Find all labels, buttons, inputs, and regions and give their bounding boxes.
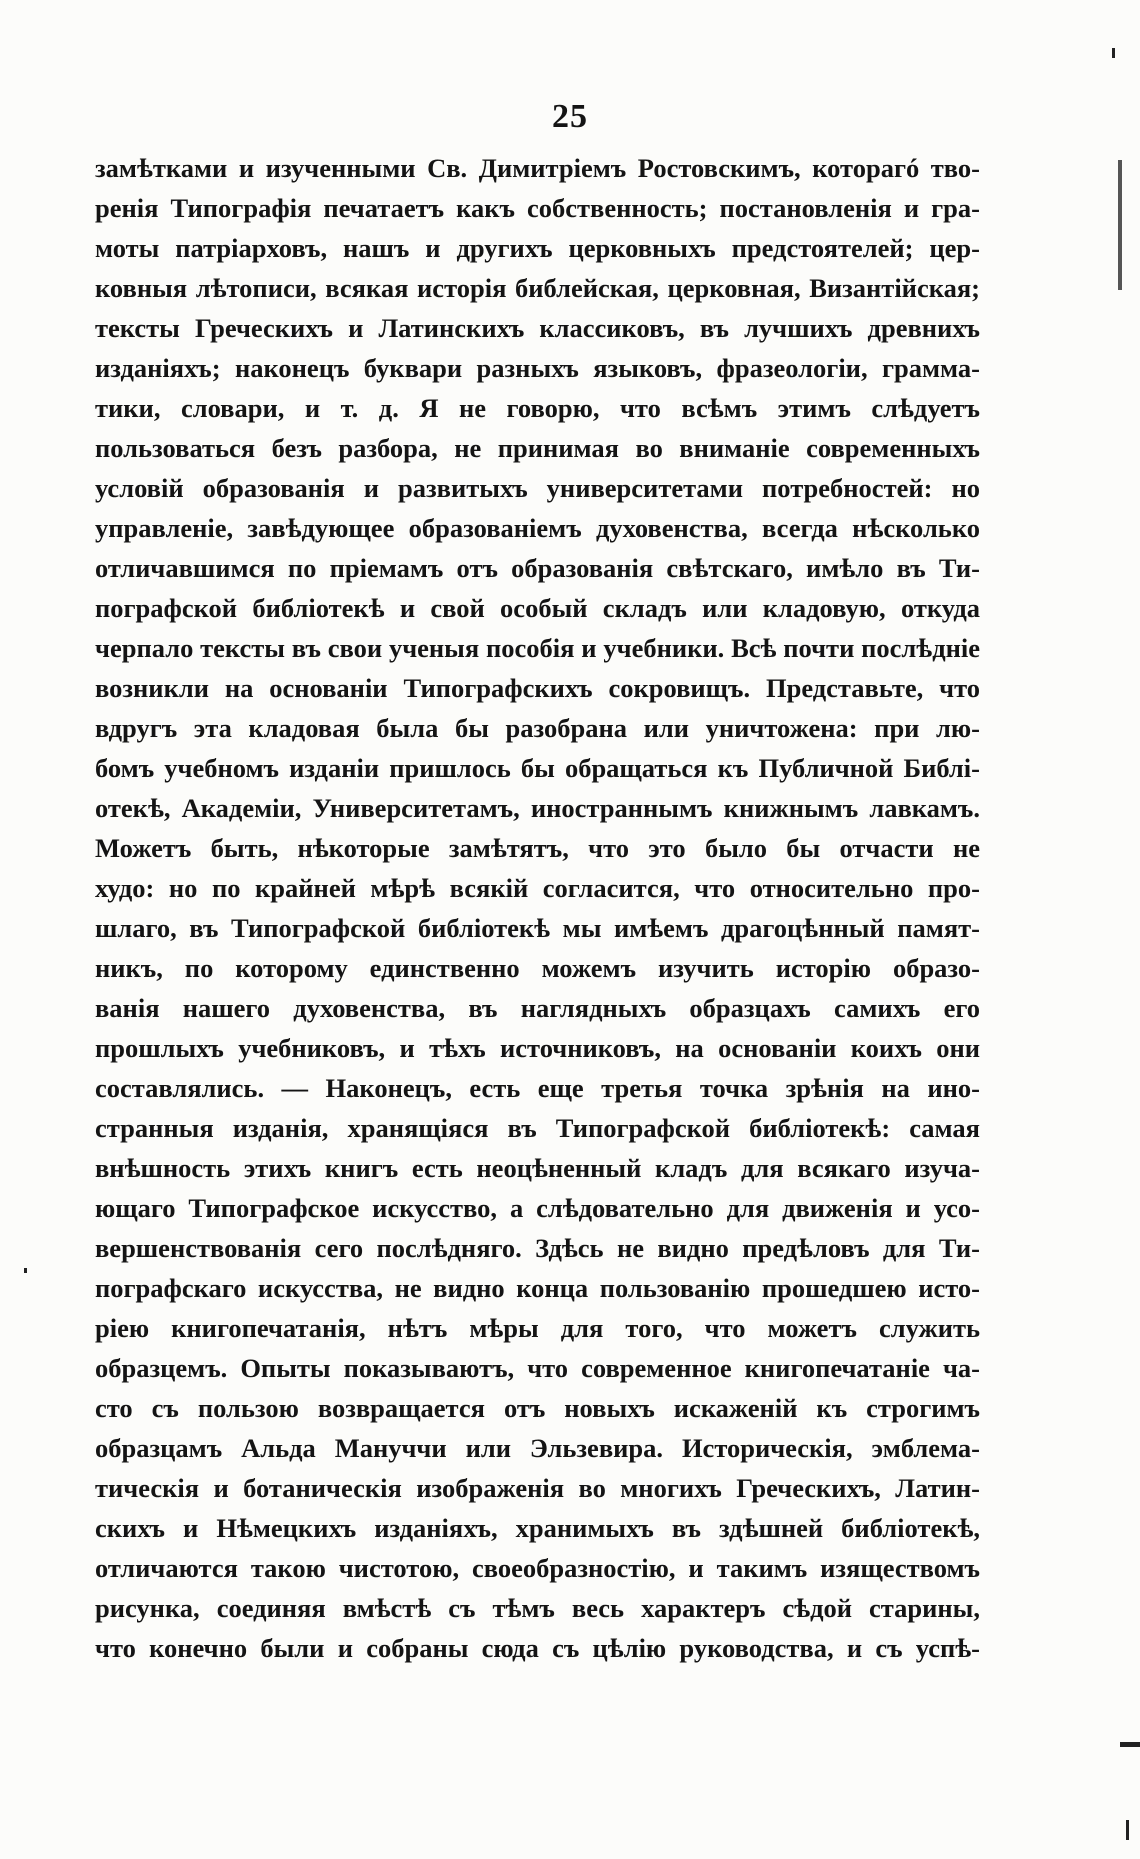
scan-edge-mark — [1112, 48, 1115, 58]
text-line: прошлыхъ учебниковъ, и тѣхъ источниковъ, на основаніи коихъ они — [95, 1033, 980, 1063]
text-line: шлаго, въ Типографской библіотекѣ мы имѣемъ драгоцѣнный памят- — [95, 913, 980, 943]
text-line: черпало тексты въ свои ученыя пособія и учебники. Всѣ почти послѣдніе — [95, 633, 980, 663]
text-line: отличавшимся по пріемамъ отъ образованія свѣтскаго, имѣло въ Ти- — [95, 553, 980, 583]
text-line: ренія Типографія печатаетъ какъ собственность; постановленія и гра- — [95, 193, 980, 223]
text-line: вершенствованія сего послѣдняго. Здѣсь не видно предѣловъ для Ти- — [95, 1233, 980, 1263]
text-line: внѣшность этихъ книгъ есть неоцѣненный кладъ для всякаго изуча- — [95, 1153, 980, 1183]
text-line: странныя изданія, хранящіяся въ Типографской библіотекѣ: самая — [95, 1113, 980, 1143]
text-line: образцамъ Альда Мануччи или Эльзевира. Историческія, эмблема- — [95, 1433, 980, 1463]
text-line: замѣтками и изученными Св. Димитріемъ Ростовскимъ, которагó тво- — [95, 153, 980, 183]
scan-edge-mark — [1118, 160, 1122, 290]
text-line: бомъ учебномъ изданіи пришлось бы обращаться къ Публичной Библі- — [95, 753, 980, 783]
text-line: образцемъ. Опыты показываютъ, что современное книгопечатаніе ча- — [95, 1353, 980, 1383]
text-line: вдругъ эта кладовая была бы разобрана или уничтожена: при лю- — [95, 713, 980, 743]
scan-edge-mark — [24, 1268, 27, 1273]
text-line: возникли на основаніи Типографскихъ сокровищъ. Представьте, что — [95, 673, 980, 703]
text-line: пографскаго искусства, не видно конца пользованію прошедшею исто- — [95, 1273, 980, 1303]
text-line: моты патріарховъ, нашъ и другихъ церковныхъ предстоятелей; цер- — [95, 233, 980, 263]
page-body-text — [95, 148, 980, 1668]
text-line: ванія нашего духовенства, въ наглядныхъ образцахъ самихъ его — [95, 993, 980, 1023]
text-line: скихъ и Нѣмецкихъ изданіяхъ, хранимыхъ въ здѣшней библіотекѣ, — [95, 1513, 980, 1543]
text-line: Можетъ быть, нѣкоторые замѣтятъ, что это было бы отчасти не — [95, 833, 980, 863]
text-line: управленіе, завѣдующее образованіемъ духовенства, всегда нѣсколько — [95, 513, 980, 543]
text-line: ковныя лѣтописи, всякая исторія библейская, церковная, Византійская; — [95, 273, 980, 303]
text-line: тическія и ботаническія изображенія во многихъ Греческихъ, Латин- — [95, 1473, 980, 1503]
text-line: никъ, по которому единственно можемъ изучить исторію образо- — [95, 953, 980, 983]
text-line: худо: но по крайней мѣрѣ всякій согласится, что относительно про- — [95, 873, 980, 903]
text-line: ріею книгопечатанія, нѣтъ мѣры для того, что можетъ служить — [95, 1313, 980, 1343]
text-line: что конечно были и собраны сюда съ цѣлію руководства, и съ успѣ- — [95, 1633, 980, 1663]
text-line: пографской библіотекѣ и свой особый складъ или кладовую, откуда — [95, 593, 980, 623]
scan-edge-mark — [1126, 1820, 1129, 1840]
text-line: составлялись. — Наконецъ, есть еще третья точка зрѣнія на ино- — [95, 1073, 980, 1103]
text-line: условій образованія и развитыхъ университетами потребностей: но — [95, 473, 980, 503]
text-line: отекѣ, Академіи, Университетамъ, иностраннымъ книжнымъ лавкамъ. — [95, 793, 980, 823]
text-line: сто съ пользою возвращается отъ новыхъ искаженій къ строгимъ — [95, 1393, 980, 1423]
text-line: ющаго Типографское искусство, а слѣдовательно для движенія и усо- — [95, 1193, 980, 1223]
text-line: отличаются такою чистотою, своеобразностію, и такимъ изяществомъ — [95, 1553, 980, 1583]
text-line: рисунка, соединяя вмѣстѣ съ тѣмъ весь характеръ сѣдой старины, — [95, 1593, 980, 1623]
page-number: 25 — [552, 98, 588, 135]
text-line: изданіяхъ; наконецъ буквари разныхъ языковъ, фразеологіи, грамма- — [95, 353, 980, 383]
text-line: тексты Греческихъ и Латинскихъ классиковъ, въ лучшихъ древнихъ — [95, 313, 980, 343]
text-line: тики, словари, и т. д. Я не говорю, что всѣмъ этимъ слѣдуетъ — [95, 393, 980, 423]
text-line: пользоваться безъ разбора, не принимая во вниманіе современныхъ — [95, 433, 980, 463]
scan-edge-mark — [1120, 1742, 1140, 1747]
